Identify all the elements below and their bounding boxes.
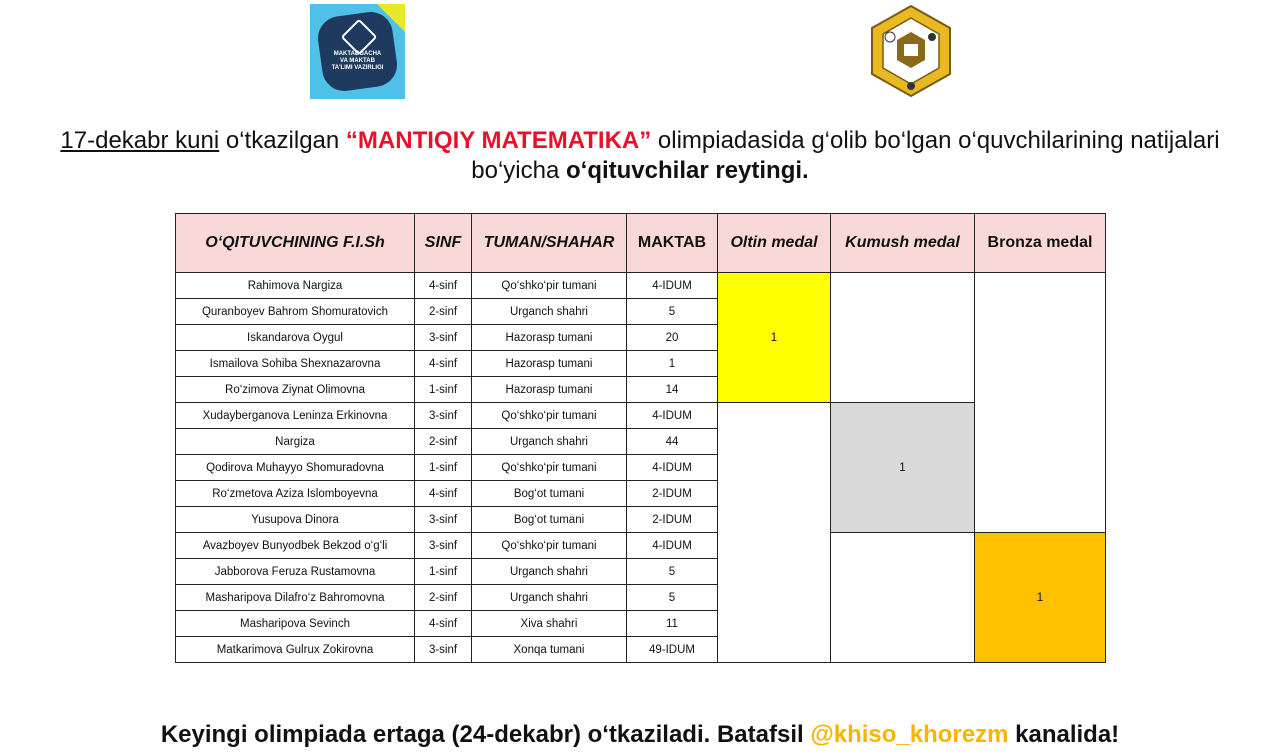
page-headline: [0, 126, 1280, 186]
header-school: MAKTAB: [627, 214, 718, 273]
grade: 4-sinf: [415, 481, 472, 507]
district: Urganch shahri: [472, 429, 627, 455]
school: 4-IDUM: [627, 403, 718, 429]
grade: 2-sinf: [415, 429, 472, 455]
channel-handle-link[interactable]: @khiso_khorezm: [810, 721, 1009, 748]
grade: 4-sinf: [415, 611, 472, 637]
school: 4-IDUM: [627, 273, 718, 299]
header-district: TUMAN/SHAHAR: [472, 214, 627, 273]
school: 1: [627, 351, 718, 377]
district: Qo‘shko‘pir tumani: [472, 273, 627, 299]
teacher-name: Ro‘zimova Ziynat Olimovna: [176, 377, 415, 403]
table-row: [176, 273, 1106, 299]
teacher-name: Masharipova Dilafro‘z Bahromovna: [176, 585, 415, 611]
header-gold-medal: Oltin medal: [718, 214, 831, 273]
school: 5: [627, 299, 718, 325]
district: Bog‘ot tumani: [472, 507, 627, 533]
school: 5: [627, 585, 718, 611]
district: Bog‘ot tumani: [472, 481, 627, 507]
district: Qo‘shko‘pir tumani: [472, 455, 627, 481]
school: 5: [627, 559, 718, 585]
teacher-name: Rahimova Nargiza: [176, 273, 415, 299]
headline-line-2: bo‘yicha o‘qituvchilar reytingi.: [471, 157, 809, 184]
header-bronze-medal: Bronza medal: [975, 214, 1106, 273]
gold-empty-cell: [718, 403, 831, 663]
table-header-row: [176, 214, 1106, 273]
school: 49-IDUM: [627, 637, 718, 663]
bronze-empty-cell: [975, 273, 1106, 533]
teacher-name: Ro‘zmetova Aziza Islomboyevna: [176, 481, 415, 507]
footer-announcement: Keyingi olimpiada ertaga (24-dekabr) o‘tkaziladi. Batafsil @khiso_khorezm kanalida!: [160, 721, 1120, 748]
grade: 2-sinf: [415, 299, 472, 325]
district: Urganch shahri: [472, 299, 627, 325]
grade: 3-sinf: [415, 507, 472, 533]
district: Hazorasp tumani: [472, 351, 627, 377]
headline-emphasis: o‘qituvchilar reytingi.: [566, 157, 809, 184]
olympiad-emblem-icon: [866, 2, 956, 100]
district: Qo‘shko‘pir tumani: [472, 533, 627, 559]
grade: 2-sinf: [415, 585, 472, 611]
silver-medal-cell: 1: [831, 403, 975, 533]
gold-medal-cell: 1: [718, 273, 831, 403]
grade: 4-sinf: [415, 351, 472, 377]
teacher-name: Yusupova Dinora: [176, 507, 415, 533]
header-grade: SINF: [415, 214, 472, 273]
grade: 3-sinf: [415, 325, 472, 351]
teacher-name: Ismailova Sohiba Shexnazarovna: [176, 351, 415, 377]
silver-empty-cell: [831, 273, 975, 403]
district: Xiva shahri: [472, 611, 627, 637]
grade: 1-sinf: [415, 559, 472, 585]
school: 20: [627, 325, 718, 351]
district: Qo‘shko‘pir tumani: [472, 403, 627, 429]
table-row: [176, 403, 1106, 429]
district: Hazorasp tumani: [472, 377, 627, 403]
headline-line-1: 17-dekabr kuni o‘tkazilgan “MANTIQIY MATEMATIKA” olimpiadasida g‘olib bo‘lgan o‘quvchilarining natijalari: [60, 127, 1220, 154]
school: 4-IDUM: [627, 455, 718, 481]
olympiad-name: “MANTIQIY MATEMATIKA”: [345, 127, 652, 154]
grade: 4-sinf: [415, 273, 472, 299]
school: 14: [627, 377, 718, 403]
ministry-logo-corner: [377, 4, 405, 32]
headline-date: 17-dekabr kuni: [60, 127, 220, 154]
teacher-name: Matkarimova Gulrux Zokirovna: [176, 637, 415, 663]
grade: 1-sinf: [415, 377, 472, 403]
teacher-rating-table: [175, 213, 1106, 663]
district: Hazorasp tumani: [472, 325, 627, 351]
school: 4-IDUM: [627, 533, 718, 559]
silver-empty-cell-2: [831, 533, 975, 663]
bronze-medal-cell: 1: [975, 533, 1106, 663]
grade: 3-sinf: [415, 533, 472, 559]
school: 11: [627, 611, 718, 637]
school: 2-IDUM: [627, 507, 718, 533]
school: 44: [627, 429, 718, 455]
grade: 3-sinf: [415, 403, 472, 429]
teacher-name: Iskandarova Oygul: [176, 325, 415, 351]
grade: 3-sinf: [415, 637, 472, 663]
teacher-name: Quranboyev Bahrom Shomuratovich: [176, 299, 415, 325]
district: Xonqa tumani: [472, 637, 627, 663]
teacher-name: Qodirova Muhayyo Shomuradovna: [176, 455, 415, 481]
header-silver-medal: Kumush medal: [831, 214, 975, 273]
teacher-name: Masharipova Sevinch: [176, 611, 415, 637]
table-row: [176, 533, 1106, 559]
grade: 1-sinf: [415, 455, 472, 481]
teacher-name: Jabborova Feruza Rustamovna: [176, 559, 415, 585]
teacher-name: Xudayberganova Leninza Erkinovna: [176, 403, 415, 429]
header-teacher-name: O‘QITUVCHINING F.I.Sh: [176, 214, 415, 273]
ministry-logo: [310, 4, 405, 99]
school: 2-IDUM: [627, 481, 718, 507]
teacher-name: Nargiza: [176, 429, 415, 455]
district: Urganch shahri: [472, 559, 627, 585]
teacher-name: Avazboyev Bunyodbek Bekzod o‘g‘li: [176, 533, 415, 559]
ministry-logo-text: MAKTABGACHA VA MAKTAB TA'LIMI VAZIRLIGI: [331, 51, 384, 71]
district: Urganch shahri: [472, 585, 627, 611]
